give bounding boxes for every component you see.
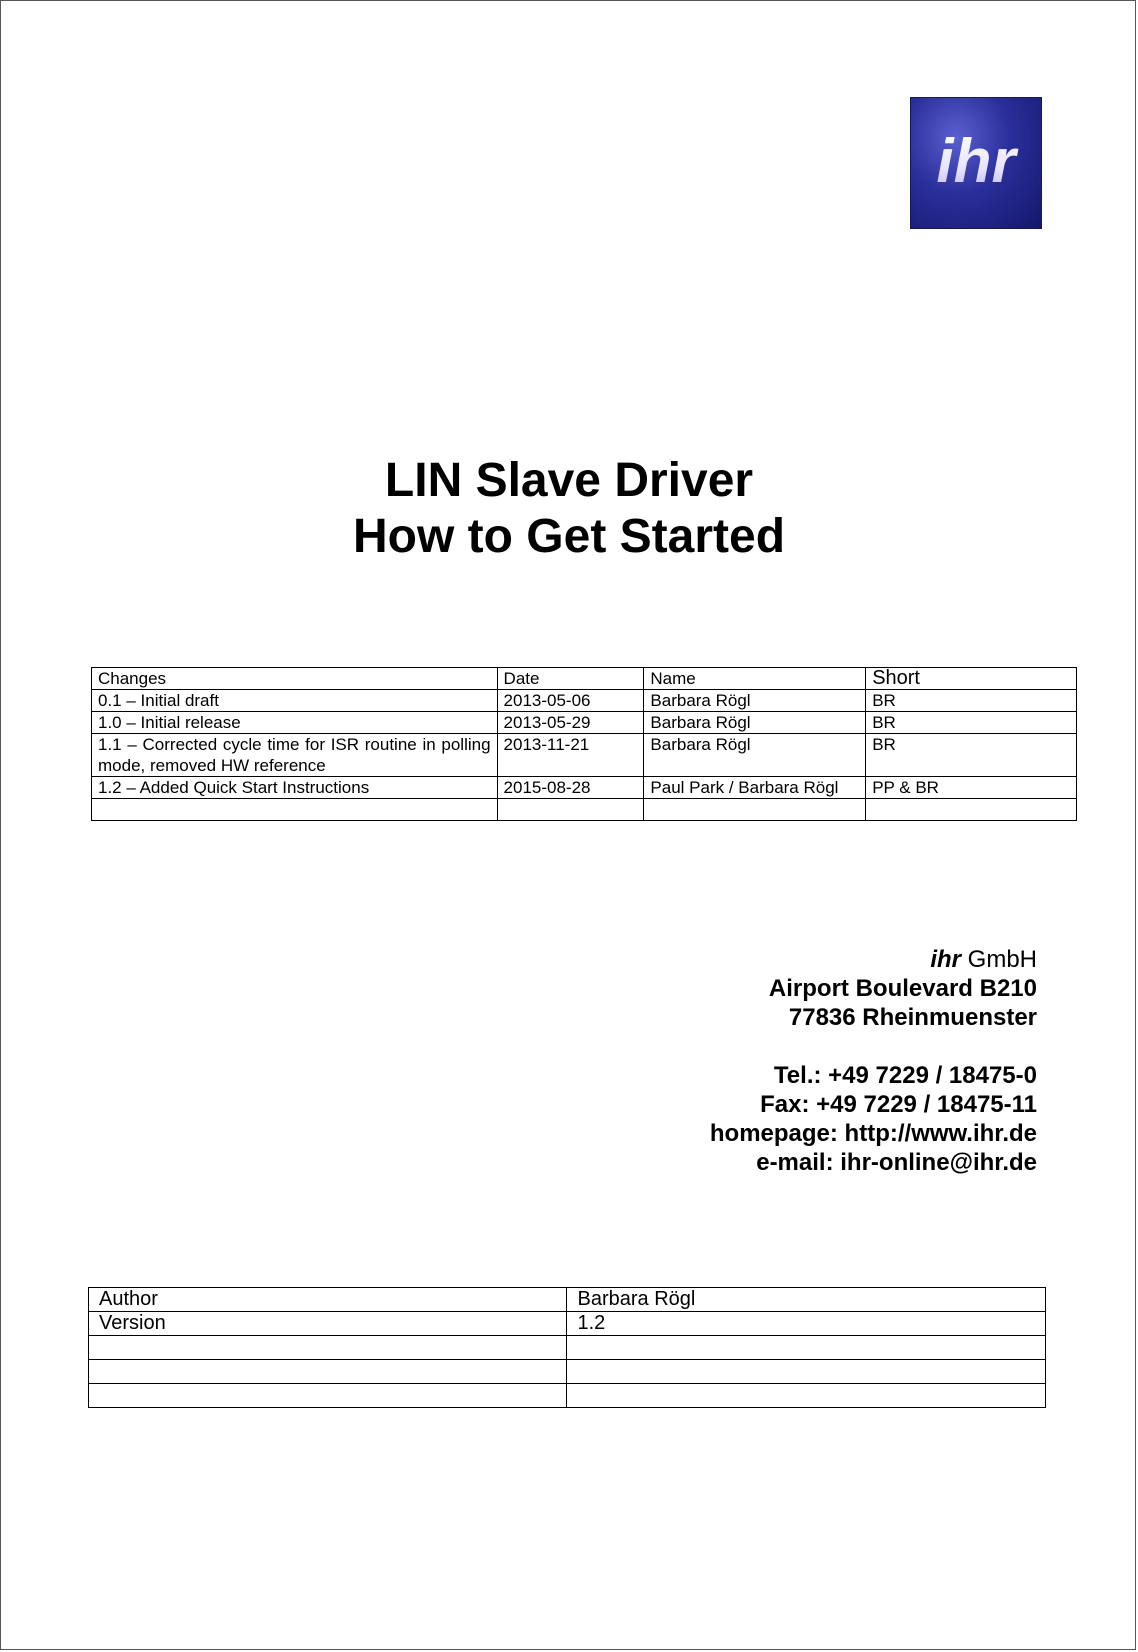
company-brand: ihr [930, 946, 961, 973]
address-street: Airport Boulevard B210 [768, 975, 1037, 1002]
ihr-logo-mark [916, 128, 1036, 198]
cell-short: PP & BR [866, 777, 1077, 799]
cell-name: Paul Park / Barbara Rögl [644, 777, 866, 799]
cell-name: Barbara Rögl [644, 712, 866, 734]
table-row [92, 777, 1077, 799]
company-address [710, 945, 1037, 1177]
version-row [89, 1312, 1046, 1336]
cell-short: BR [866, 690, 1077, 712]
logo-text: ihr [936, 128, 1016, 196]
address-tel: Tel.: +49 7229 / 18475-0 [773, 1062, 1037, 1089]
company-suffix: GmbH [967, 946, 1037, 973]
address-homepage: homepage: http://www.ihr.de [709, 1120, 1037, 1147]
table-row [92, 690, 1077, 712]
cell-changes: 0.1 – Initial draft [92, 690, 498, 712]
author-value: Barbara Rögl [567, 1288, 1046, 1312]
cell-date: 2013-05-06 [497, 690, 644, 712]
title-line-2: How to Get Started [352, 510, 786, 563]
table-row-empty [89, 1336, 1046, 1360]
header-changes: Changes [92, 668, 498, 690]
header-short: Short [866, 668, 1077, 690]
cell-short: BR [866, 712, 1077, 734]
author-table [88, 1287, 1046, 1408]
cell-changes: 1.2 – Added Quick Start Instructions [92, 777, 498, 799]
header-date: Date [497, 668, 644, 690]
ihr-logo [910, 97, 1042, 229]
address-fax: Fax: +49 7229 / 18475-11 [760, 1091, 1037, 1118]
title-line-1: LIN Slave Driver [384, 454, 754, 507]
cell-name: Barbara Rögl [644, 690, 866, 712]
author-label: Author [89, 1288, 567, 1312]
company-name [710, 945, 1037, 974]
change-history-table [91, 667, 1077, 821]
cell-date: 2013-11-21 [497, 734, 644, 777]
header-name: Name [644, 668, 866, 690]
table-header-row [92, 668, 1077, 690]
cell-changes: 1.0 – Initial release [92, 712, 498, 734]
table-row-empty [92, 799, 1077, 821]
table-row [92, 734, 1077, 777]
version-value: 1.2 [567, 1312, 1046, 1336]
table-row-empty [89, 1384, 1046, 1408]
table-row [92, 712, 1077, 734]
cell-short: BR [866, 734, 1077, 777]
cell-date: 2015-08-28 [497, 777, 644, 799]
author-row [89, 1288, 1046, 1312]
address-city: 77836 Rheinmuenster [788, 1004, 1037, 1031]
version-label: Version [89, 1312, 567, 1336]
cell-name: Barbara Rögl [644, 734, 866, 777]
table-row-empty [89, 1360, 1046, 1384]
cell-changes: 1.1 – Corrected cycle time for ISR routine in polling mode, removed HW reference [92, 734, 498, 777]
address-email: e-mail: ihr-online@ihr.de [756, 1149, 1037, 1176]
cell-date: 2013-05-29 [497, 712, 644, 734]
document-title [1, 453, 1137, 565]
